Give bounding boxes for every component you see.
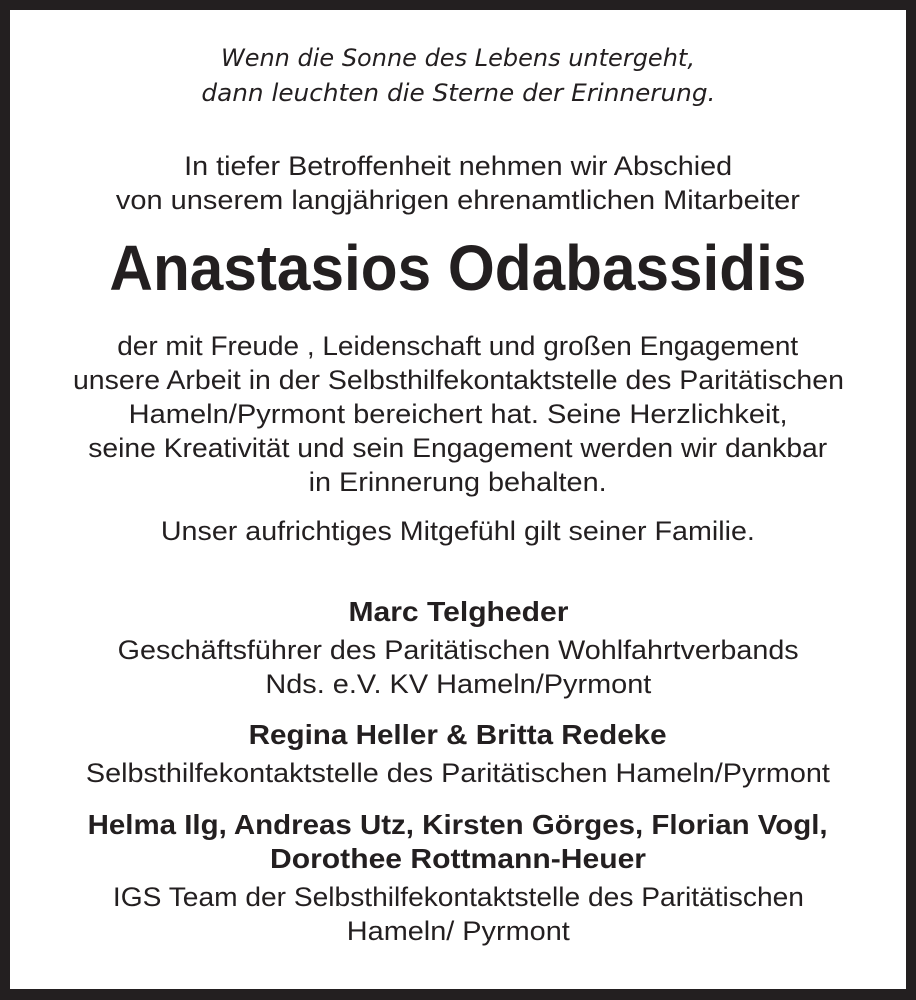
epigraph-text: dann leuchten die Sterne der Erinnerung. <box>201 79 715 107</box>
tribute-line <box>0 469 916 496</box>
signatory-affiliation-text: Hameln/ Pyrmont <box>346 916 570 946</box>
tribute-text: unsere Arbeit in der Selbsthilfekontaktstelle des Paritätischen <box>72 365 844 395</box>
intro-line <box>0 187 916 214</box>
intro-line <box>0 153 916 180</box>
epigraph-line <box>0 46 916 70</box>
tribute-line <box>0 401 916 428</box>
signatory-name-text: Regina Heller & Britta Redeke <box>249 719 667 750</box>
signatory-name-text: Dorothee Rottmann-Heuer <box>269 843 646 874</box>
tribute-text: in Erinnerung behalten. <box>308 467 607 497</box>
deceased-name-text: Anastasios Odabassidis <box>109 232 807 304</box>
signatory-affiliation-text: Geschäftsführer des Paritätischen Wohlfahrtverbands <box>117 635 799 665</box>
tribute-line <box>0 367 916 394</box>
signatory-name <box>0 598 916 626</box>
signatory-name-text: Helma Ilg, Andreas Utz, Kirsten Görges, Florian Vogl, <box>88 809 828 840</box>
signatory-affiliation <box>0 760 916 787</box>
signatory-name <box>0 845 916 873</box>
intro-text: In tiefer Betroffenheit nehmen wir Abschied <box>184 151 732 181</box>
epigraph-text: Wenn die Sonne des Lebens untergeht, <box>221 44 696 72</box>
signatory-affiliation-text: Nds. e.V. KV Hameln/Pyrmont <box>265 669 651 699</box>
signatory-affiliation <box>0 637 916 664</box>
tribute-text: Hameln/Pyrmont bereichert hat. Seine Herzlichkeit, <box>128 399 788 429</box>
intro-text: von unserem langjährigen ehrenamtlichen Mitarbeiter <box>115 185 800 215</box>
tribute-text: seine Kreativität und sein Engagement werden wir dankbar <box>88 433 828 463</box>
condolence-text: Unser aufrichtiges Mitgefühl gilt seiner Familie. <box>160 516 755 546</box>
signatory-affiliation <box>0 884 916 911</box>
signatory-affiliation <box>0 918 916 945</box>
tribute-line <box>0 435 916 462</box>
signatory-affiliation-text: Selbsthilfekontaktstelle des Paritätischen Hameln/Pyrmont <box>86 758 830 788</box>
signatory-name <box>0 811 916 839</box>
tribute-line <box>0 333 916 360</box>
signatory-affiliation <box>0 671 916 698</box>
signatory-name-text: Marc Telgheder <box>348 596 568 627</box>
condolence-line <box>0 518 916 545</box>
epigraph-line <box>0 81 916 105</box>
tribute-text: der mit Freude , Leidenschaft und großen Engagement <box>117 331 799 361</box>
deceased-name <box>0 232 916 304</box>
signatory-name <box>0 721 916 749</box>
signatory-affiliation-text: IGS Team der Selbsthilfekontaktstelle des Paritätischen <box>112 882 804 912</box>
